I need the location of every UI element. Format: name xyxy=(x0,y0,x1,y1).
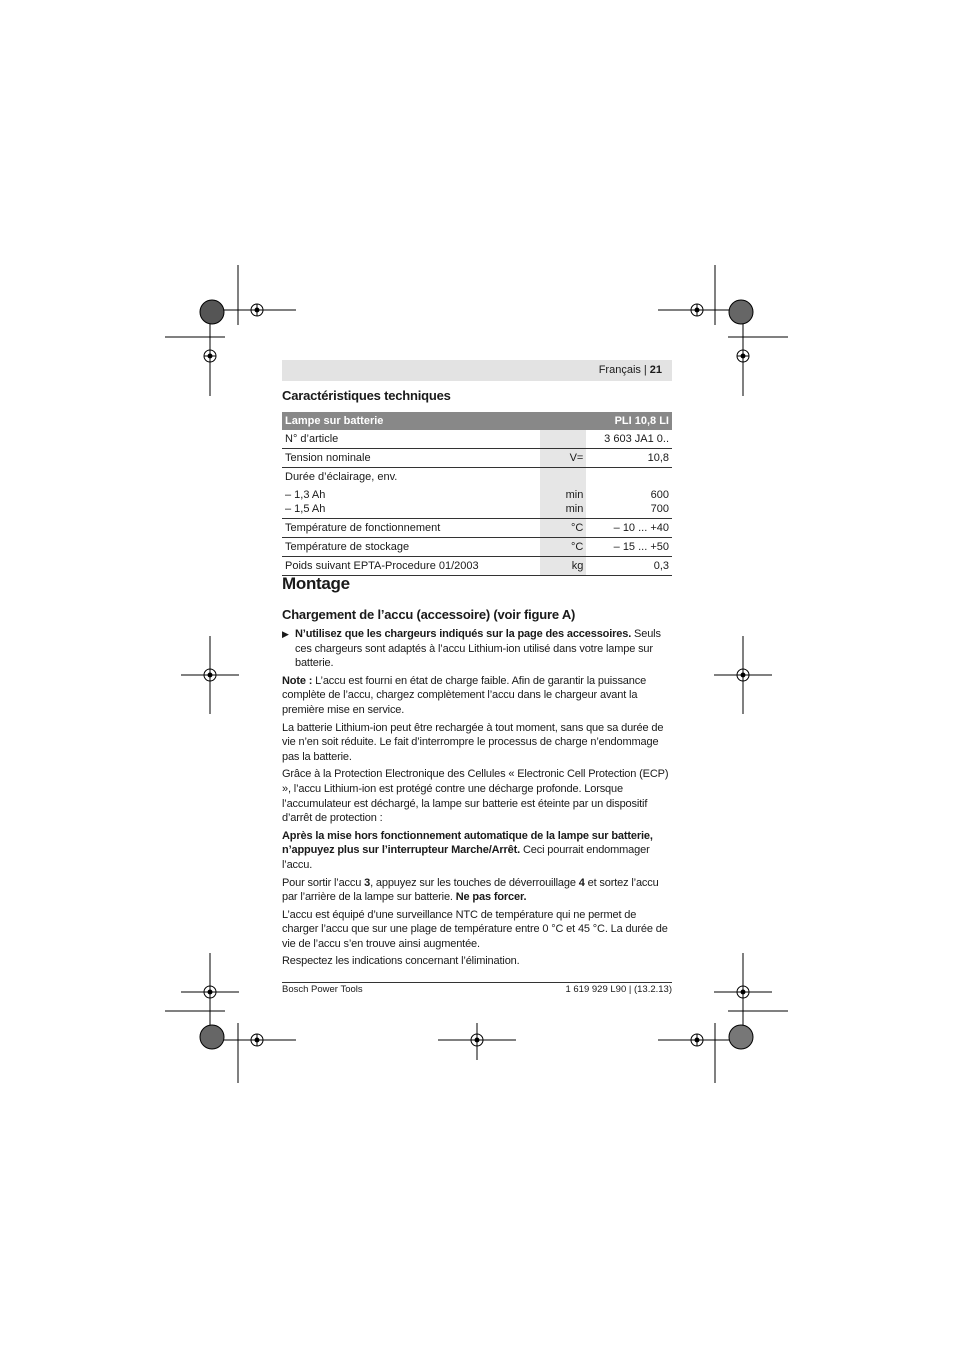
spec-table xyxy=(282,412,672,576)
warning-paragraph xyxy=(282,829,672,873)
bullet-bold-text: N’utilisez que les chargeurs indiqués sur la page des accessoires. xyxy=(295,628,632,640)
spec-unit: kg xyxy=(540,557,586,576)
spec-label-multi xyxy=(282,468,540,519)
spec-label: Poids suivant EPTA-Procedure 01/2003 xyxy=(282,557,540,576)
subsection-title-charging: Chargement de l’accu (accessoire) (voir figure A) xyxy=(282,607,576,622)
spec-label: Température de fonctionnement xyxy=(282,519,540,538)
page-number: 21 xyxy=(649,364,662,376)
crop-mark-top-right xyxy=(658,265,788,396)
crop-mark-bottom-right xyxy=(658,953,788,1083)
spec-value: 10,8 xyxy=(586,449,672,468)
table-row xyxy=(282,468,672,519)
crop-mark-top-left xyxy=(165,265,296,396)
spec-value: 700 xyxy=(650,503,669,515)
spec-unit: min xyxy=(565,503,584,515)
spec-unit: °C xyxy=(540,538,586,557)
spec-header-product: Lampe sur batterie xyxy=(282,412,586,430)
warning-text: Ceci pourrait endommager l’accu. xyxy=(282,844,650,871)
spec-label: N° d’article xyxy=(282,430,540,449)
crop-mark-bottom-center xyxy=(438,1023,516,1060)
spec-value: 3 603 JA1 0.. xyxy=(586,430,672,449)
spec-unit: °C xyxy=(540,519,586,538)
footer-divider xyxy=(282,982,672,983)
paragraph: Respectez les indications concernant l’élimination. xyxy=(282,955,520,968)
table-row xyxy=(282,519,672,538)
paragraph xyxy=(282,876,672,905)
footer-brand: Bosch Power Tools xyxy=(282,984,363,995)
spec-header-model: PLI 10,8 LI xyxy=(586,412,672,430)
page-header xyxy=(282,360,672,381)
footer-doc-number: 1 619 929 L90 | (13.2.13) xyxy=(565,984,672,995)
spec-label: Durée d’éclairage, env. xyxy=(285,471,398,483)
section-title-specs: Caractéristiques techniques xyxy=(282,388,451,403)
spec-label: Tension nominale xyxy=(282,449,540,468)
crop-mark-mid-right xyxy=(714,636,772,714)
page-footer xyxy=(282,984,672,995)
part-number-ref: 4 xyxy=(578,876,585,889)
note-label: Note : xyxy=(282,674,313,687)
crop-mark-bottom-left xyxy=(165,953,296,1083)
spec-unit-multi xyxy=(540,468,586,519)
spec-table-header xyxy=(282,412,672,430)
crop-mark-mid-left xyxy=(181,636,239,714)
section-title-montage: Montage xyxy=(282,574,350,593)
body-text xyxy=(282,627,672,972)
table-row xyxy=(282,449,672,468)
note-paragraph xyxy=(282,674,672,718)
spec-label: Température de stockage xyxy=(282,538,540,557)
list-item xyxy=(282,627,672,671)
spec-value: – 15 ... +50 xyxy=(586,538,672,557)
header-language: Français xyxy=(598,364,641,376)
table-row xyxy=(282,430,672,449)
emphasis-text: Ne pas forcer. xyxy=(455,891,527,904)
table-row xyxy=(282,538,672,557)
spec-sub-label: – 1,5 Ah xyxy=(285,503,326,515)
paragraph: Grâce à la Protection Electronique des Cellules « Electronic Cell Protection (ECP) », l’accu Lithium-ion est protégé contre une décharge profonde. Lorsque l’accumulateur est déchargé, la lampe sur batterie est éteinte par un dispositif d’arrêt de protection : xyxy=(282,768,669,825)
spec-value: 0,3 xyxy=(586,557,672,576)
spec-value: – 10 ... +40 xyxy=(586,519,672,538)
table-row xyxy=(282,557,672,576)
spec-unit: min xyxy=(565,489,584,501)
text-run: , appuyez sur les touches de déverrouillage xyxy=(370,876,579,889)
part-number-ref: 3 xyxy=(364,876,371,889)
paragraph: L’accu est équipé d’une surveillance NTC de température qui ne permet de charger l’accu que sur une plage de température entre 0 °C et 45 °C. La durée de vie de l’accu s’en trouve ainsi augmentée. xyxy=(282,908,668,950)
spec-unit: V= xyxy=(540,449,586,468)
spec-value-multi xyxy=(586,468,672,519)
note-text: L’accu est fourni en état de charge faible. Afin de garantir la puissance complète de l’accu, chargez complètement l’accu dans le chargeur avant la première mise en service. xyxy=(282,674,647,716)
text-run: Pour sortir l’accu xyxy=(282,876,365,889)
spec-sub-label: – 1,3 Ah xyxy=(285,489,326,501)
warning-bold-text: Après la mise hors fonctionnement automatique de la lampe sur batterie, n’appuyez plus sur l’interrupteur Marche/Arrêt. xyxy=(282,829,653,857)
bullet-text: Seuls ces chargeurs sont adaptés à l’accu Lithium-ion utilisé dans votre lampe sur batterie. xyxy=(295,628,661,670)
paragraph: La batterie Lithium-ion peut être rechargée à tout moment, sans que sa durée de vie n’en soit réduite. Le fait d’interrompre le processus de charge n’endommage pas la batterie. xyxy=(282,721,664,763)
text-run: et sortez l’accu par l’arrière de la lampe sur batterie. xyxy=(282,876,659,904)
triangle-bullet-icon: ▶ xyxy=(282,629,289,639)
header-separator: | xyxy=(643,364,647,376)
spec-unit xyxy=(540,430,586,449)
spec-value: 600 xyxy=(650,489,669,501)
